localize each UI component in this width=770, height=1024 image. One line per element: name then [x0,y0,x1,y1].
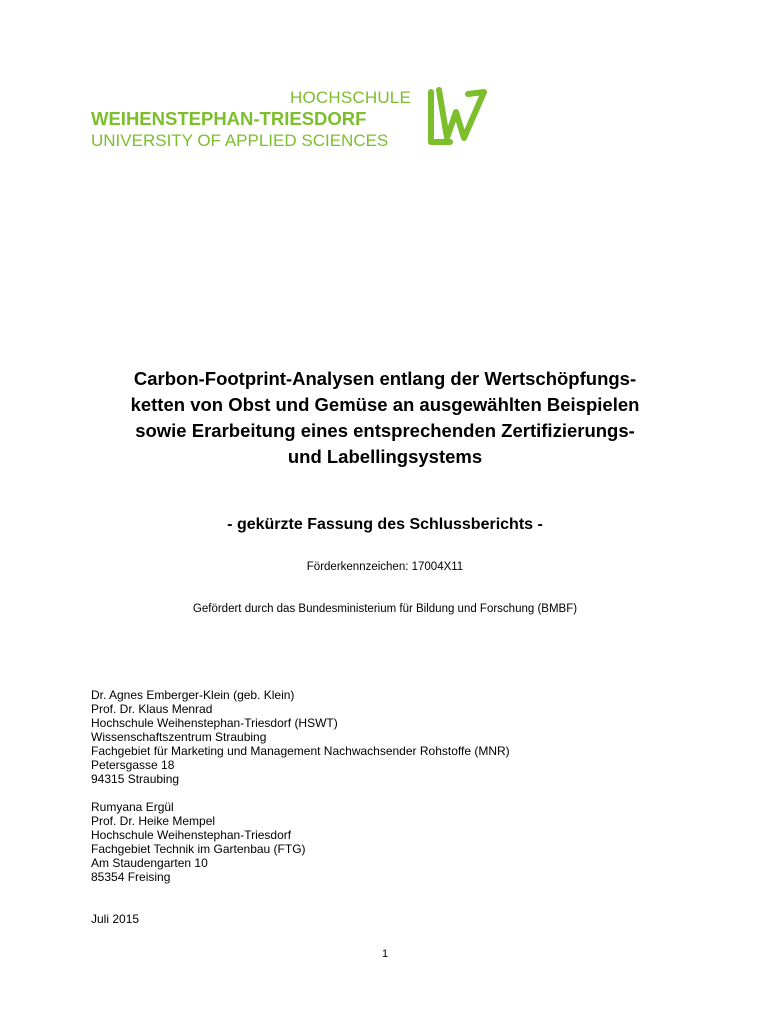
author-line: Petersgasse 18 [91,758,175,772]
logo-line-hochschule: HOCHSCHULE [289,88,411,107]
author-line: Prof. Dr. Klaus Menrad [91,702,213,716]
publication-date: Juli 2015 [91,912,140,926]
author-line: Fachgebiet Technik im Gartenbau (FTG) [91,842,306,856]
author-line: Hochschule Weihenstephan-Triesdorf (HSWT) [91,716,338,730]
author-line: Fachgebiet für Marketing und Management Nachwachsender Rohstoffe (MNR) [91,744,510,758]
hswt-logo-icon [424,86,490,146]
page-number: 1 [381,948,389,960]
funding-note: Gefördert durch das Bundesministerium für Bildung und Forschung (BMBF) [192,603,578,615]
title-line: Carbon-Footprint-Analysen entlang der Wertschöpfungs- [133,368,637,389]
document-title [70,366,700,470]
author-block-straubing [91,688,510,786]
document-subtitle: - gekürzte Fassung des Schlussberichts - [227,516,543,533]
author-line: Prof. Dr. Heike Mempel [91,814,216,828]
title-line: ketten von Obst und Gemüse an ausgewählten Beispielen [130,394,640,415]
grant-number: Förderkennzeichen: 17004X11 [306,561,464,573]
author-line: Rumyana Ergül [91,800,174,814]
author-line: Hochschule Weihenstephan-Triesdorf [91,828,292,842]
author-line: Am Staudengarten 10 [91,856,208,870]
author-line: 94315 Straubing [91,772,180,786]
title-line: und Labellingsystems [287,446,483,467]
logo-line-university: UNIVERSITY OF APPLIED SCIENCES [91,130,389,150]
author-block-freising [91,800,306,884]
title-line: sowie Erarbeitung eines entsprechenden Zertifizierungs- [135,420,635,441]
author-line: 85354 Freising [91,870,171,884]
author-line: Wissenschaftszentrum Straubing [91,730,267,744]
logo-line-weihenstephan: WEIHENSTEPHAN-TRIESDORF [91,108,367,129]
university-logo-text [91,89,411,149]
author-line: Dr. Agnes Emberger-Klein (geb. Klein) [91,688,295,702]
